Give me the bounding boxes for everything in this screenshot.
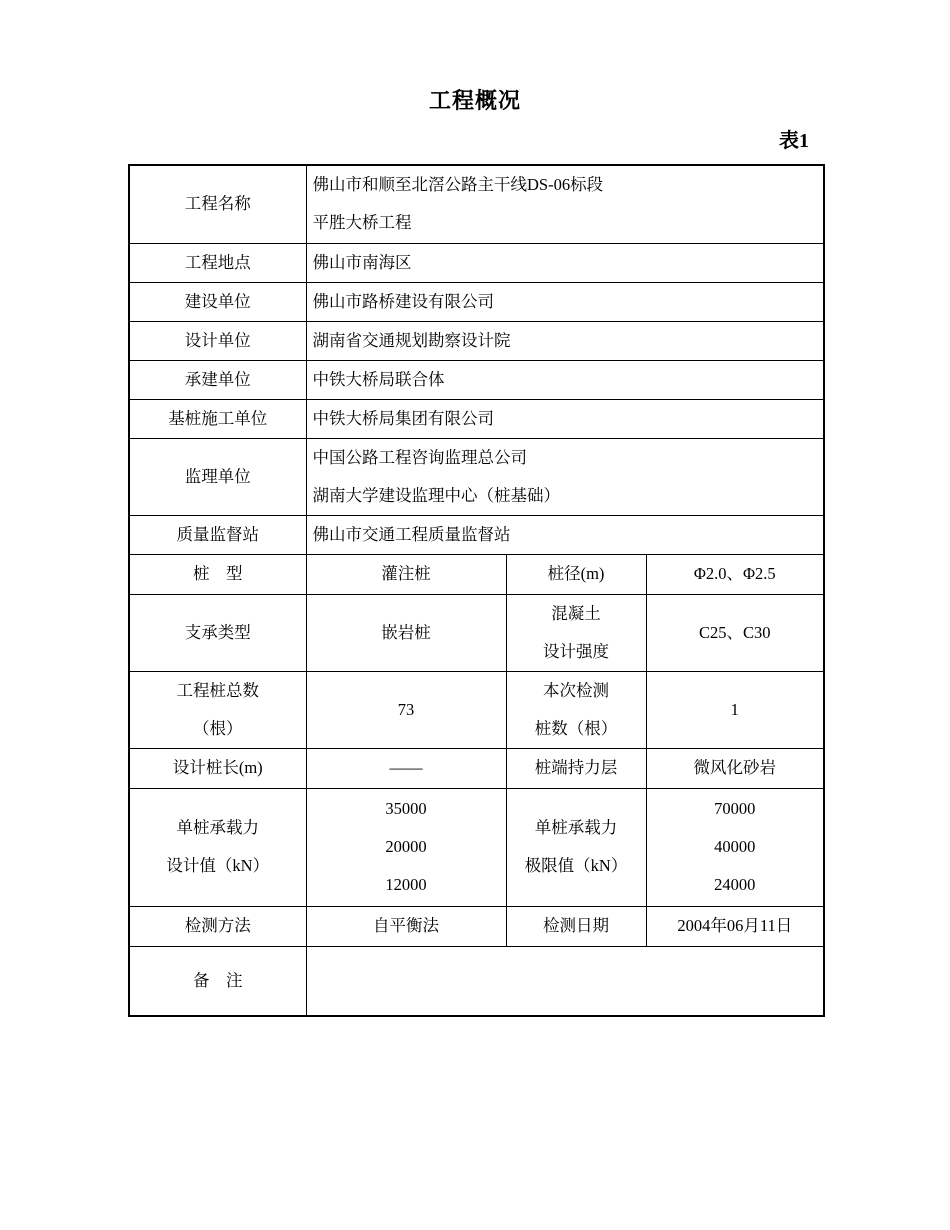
row-contractor	[129, 360, 824, 399]
value-location: 佛山市南海区	[306, 243, 824, 282]
value-concrete-strength: C25、C30	[646, 594, 824, 671]
concrete-label-line1: 混凝土	[551, 603, 601, 623]
ultimate-capacity-label-line2: 极限值（kN）	[524, 856, 628, 875]
label-supervisor: 监理单位	[129, 438, 306, 515]
label-test-method: 检测方法	[129, 906, 306, 946]
design-capacity-value: 35000	[385, 799, 427, 818]
row-remarks	[129, 946, 824, 1016]
design-capacity-value: 20000	[385, 837, 427, 856]
value-pile-diameter: Φ2.0、Φ2.5	[646, 554, 824, 594]
label-concrete-strength	[506, 594, 646, 671]
row-pile-count	[129, 671, 824, 748]
row-project-name	[129, 165, 824, 243]
tested-piles-label-line1: 本次检测	[543, 680, 609, 700]
label-contractor: 承建单位	[129, 360, 306, 399]
project-overview-table	[128, 164, 825, 1017]
label-pile-diameter: 桩径(m)	[506, 554, 646, 594]
label-quality-station: 质量监督站	[129, 515, 306, 554]
ultimate-capacity-value: 24000	[714, 875, 756, 894]
tested-piles-label-line2: 桩数（根）	[534, 718, 618, 738]
label-remarks: 备 注	[129, 946, 306, 1016]
value-test-date: 2004年06月11日	[646, 906, 824, 946]
row-supervisor	[129, 438, 824, 515]
row-location	[129, 243, 824, 282]
row-pile-contractor	[129, 399, 824, 438]
row-support-type	[129, 594, 824, 671]
ultimate-capacity-label-line1: 单桩承载力	[534, 818, 618, 837]
value-design-capacity	[306, 788, 506, 906]
label-project-name: 工程名称	[129, 165, 306, 243]
value-quality-station: 佛山市交通工程质量监督站	[306, 515, 824, 554]
label-pile-length: 设计桩长(m)	[129, 748, 306, 788]
row-pile-length	[129, 748, 824, 788]
supervisor-line1: 中国公路工程咨询监理总公司	[312, 447, 527, 467]
project-name-line2: 平胜大桥工程	[312, 213, 412, 233]
ultimate-capacity-value: 70000	[714, 799, 756, 818]
label-ultimate-capacity	[506, 788, 646, 906]
label-location: 工程地点	[129, 243, 306, 282]
value-pile-length: ——	[306, 748, 506, 788]
value-contractor: 中铁大桥局联合体	[306, 360, 824, 399]
table-number: 表1	[779, 130, 809, 152]
label-pile-type: 桩 型	[129, 554, 306, 594]
concrete-label-line2: 设计强度	[543, 641, 609, 661]
row-capacity	[129, 788, 824, 906]
label-bearing-layer: 桩端持力层	[506, 748, 646, 788]
project-name-line1: 佛山市和顺至北滘公路主干线DS-06标段	[312, 175, 604, 195]
design-capacity-label-line2: 设计值（kN）	[166, 856, 270, 875]
label-tested-piles	[506, 671, 646, 748]
label-builder: 建设单位	[129, 282, 306, 321]
value-pile-contractor: 中铁大桥局集团有限公司	[306, 399, 824, 438]
label-pile-contractor: 基桩施工单位	[129, 399, 306, 438]
label-design-capacity	[129, 788, 306, 906]
total-piles-label-line1: 工程桩总数	[176, 680, 259, 700]
value-support-type: 嵌岩桩	[306, 594, 506, 671]
label-test-date: 检测日期	[506, 906, 646, 946]
row-pile-type	[129, 554, 824, 594]
value-test-method: 自平衡法	[306, 906, 506, 946]
row-designer	[129, 321, 824, 360]
label-total-piles	[129, 671, 306, 748]
value-supervisor	[306, 438, 824, 515]
row-builder	[129, 282, 824, 321]
value-total-piles: 73	[306, 671, 506, 748]
total-piles-label-line2: （根）	[193, 718, 243, 738]
design-capacity-label-line1: 单桩承载力	[176, 818, 259, 837]
label-support-type: 支承类型	[129, 594, 306, 671]
design-capacity-value: 12000	[385, 875, 427, 894]
row-quality-station	[129, 515, 824, 554]
label-designer: 设计单位	[129, 321, 306, 360]
document-title: 工程概况	[428, 88, 521, 113]
value-ultimate-capacity	[646, 788, 824, 906]
supervisor-line2: 湖南大学建设监理中心（桩基础）	[312, 485, 560, 505]
value-pile-type: 灌注桩	[306, 554, 506, 594]
value-project-name	[306, 165, 824, 243]
value-bearing-layer: 微风化砂岩	[646, 748, 824, 788]
value-tested-piles: 1	[646, 671, 824, 748]
value-builder: 佛山市路桥建设有限公司	[306, 282, 824, 321]
ultimate-capacity-value: 40000	[714, 837, 756, 856]
row-test-method	[129, 906, 824, 946]
value-designer: 湖南省交通规划勘察设计院	[306, 321, 824, 360]
value-remarks	[306, 946, 824, 1016]
